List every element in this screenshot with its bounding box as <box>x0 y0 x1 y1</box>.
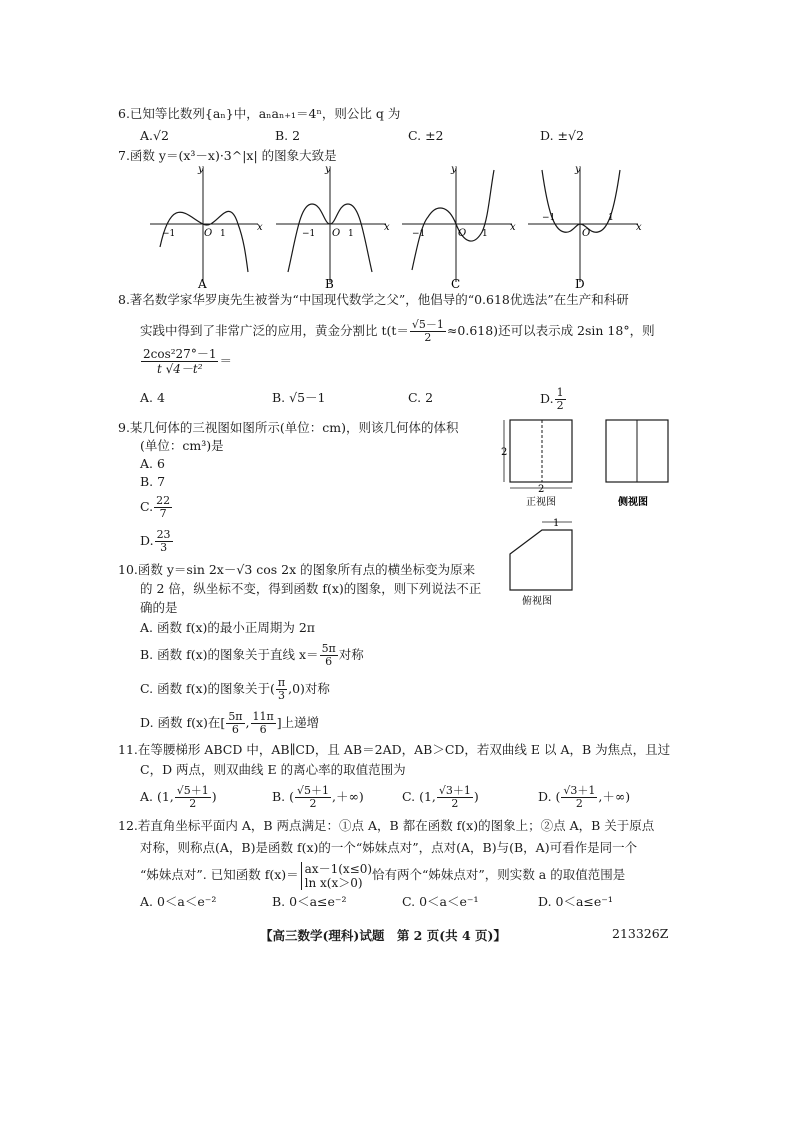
graph-b-origin: O <box>332 228 341 239</box>
graph-c-label: C <box>451 277 461 291</box>
graph-d-y-label: y <box>575 164 581 175</box>
graph-a-label: A <box>198 277 207 291</box>
q8-option-d-num: 1 <box>556 386 564 399</box>
q12-stem-line3-post: 恰有两个“姊妹点对”，则实数 a 的取值范围是 <box>372 867 626 882</box>
q11-option-c <box>402 784 479 810</box>
q11-option-c-fraction <box>437 785 473 810</box>
q11-option-c-num: √3＋1 <box>438 784 471 797</box>
graph-a-neg1: −1 <box>162 229 176 239</box>
q10-option-d-den2: 6 <box>259 723 267 736</box>
side-view <box>606 420 668 508</box>
q11-option-d-fraction <box>561 785 597 810</box>
q11-option-d-pre: D. ( <box>538 789 561 804</box>
q8-expr-num: 2cos²27°－1 <box>143 347 217 361</box>
q9-option-d-den: 3 <box>160 541 168 554</box>
q11-option-c-pre: C. (1, <box>402 789 436 804</box>
q10-option-d <box>140 710 319 736</box>
q8-option-c: C. 2 <box>408 390 434 405</box>
q9-stem-line2: (单位：cm³)是 <box>140 438 224 453</box>
q11-option-b-post: ,＋∞) <box>332 789 364 804</box>
q10-option-b-fraction <box>320 643 338 668</box>
q12-piecewise <box>301 862 372 890</box>
graph-b-pos1: 1 <box>348 229 354 239</box>
q8-option-d <box>540 386 567 412</box>
q10-option-a: A. 函数 f(x)的最小正周期为 2π <box>140 620 316 635</box>
q9-option-d-fraction <box>155 529 173 554</box>
q10-option-c-den: 3 <box>277 689 285 702</box>
q12-piece1: ax－1(x≤0) <box>304 861 373 876</box>
q10-option-d-fraction1 <box>226 711 244 736</box>
q8-stem-line2 <box>140 318 655 344</box>
q8-option-d-den: 2 <box>556 399 564 412</box>
q6-option-d: D. ±√2 <box>540 128 584 143</box>
q9-option-c-num: 22 <box>156 494 171 507</box>
q10-option-b-post: 对称 <box>338 647 364 662</box>
graph-a-origin: O <box>204 228 213 239</box>
graph-c-x-label: x <box>510 222 516 233</box>
q11-stem-line1: 11.在等腰梯形 ABCD 中，AB∥CD，且 AB＝2AD，AB＞CD，若双曲线 E 以 A，B 为焦点，且过 <box>118 742 671 757</box>
q12-stem-line3 <box>140 858 625 892</box>
q10-option-d-post: ]上递增 <box>276 715 320 730</box>
q10-option-b-num: 5π <box>321 642 336 655</box>
q8-option-b: B. √5－1 <box>272 390 326 405</box>
q12-option-a: A. 0＜a＜e⁻² <box>140 894 217 909</box>
q10-option-d-comma: , <box>245 715 250 730</box>
q8-t-num: √5－1 <box>411 318 444 331</box>
q8-option-a: A. 4 <box>140 390 165 405</box>
graph-b-x-label: x <box>384 222 390 233</box>
q11-option-a-post: ) <box>211 789 217 804</box>
graph-d-neg1: −1 <box>542 213 556 223</box>
q10-option-d-num2: 11π <box>252 710 274 723</box>
q8-t-close: ≈0.618) <box>446 323 499 338</box>
q6-stem: 6.已知等比数列{aₙ}中，aₙaₙ₊₁＝4ⁿ，则公比 q 为 <box>118 106 401 121</box>
graph-b <box>276 164 390 291</box>
q7-stem: 7.函数 y＝(x³－x)·3^|x| 的图象大致是 <box>118 148 337 163</box>
q9-option-c-fraction <box>154 495 172 520</box>
graph-a-y-label: y <box>198 164 204 175</box>
q12-option-b: B. 0＜a≤e⁻² <box>272 894 347 909</box>
q8-stem-line2b: 还可以表示成 2sin 18°，则 <box>498 323 655 338</box>
top-view <box>510 518 572 607</box>
q11-option-c-post: ) <box>473 789 479 804</box>
q10-stem-line3: 确的是 <box>140 600 178 615</box>
q8-option-d-fraction <box>555 387 566 412</box>
q8-option-d-label: D. <box>540 391 554 406</box>
q8-stem-line1: 8.著名数学家华罗庚先生被誉为“中国现代数学之父”，他倡导的“0.618优选法”在生产和科研 <box>118 292 629 307</box>
q8-t-fraction <box>410 319 446 344</box>
q10-option-b <box>140 642 364 668</box>
q11-option-b-pre: B. ( <box>272 789 295 804</box>
q12-option-d: D. 0＜a≤e⁻¹ <box>538 894 613 909</box>
q12-piece2: ln x(x＞0) <box>304 875 363 890</box>
side-view-label: 侧视图 <box>618 497 648 508</box>
q9-option-b: B. 7 <box>140 474 166 489</box>
q10-stem-line2: 的 2 倍，纵坐标不变，得到函数 f(x)的图象，则下列说法不正 <box>140 581 482 596</box>
q11-option-d-den: 2 <box>575 797 583 810</box>
q6-option-a: A.√2 <box>140 128 169 143</box>
graph-d <box>528 164 642 291</box>
q9-option-c <box>140 494 173 520</box>
q10-option-c <box>140 676 330 702</box>
graph-d-x-label: x <box>636 222 642 233</box>
q10-option-b-pre: B. 函数 f(x)的图象关于直线 x＝ <box>140 647 319 662</box>
q10-option-c-num: π <box>277 676 286 689</box>
q11-option-a-den: 2 <box>189 797 197 810</box>
graph-c-origin: O <box>458 228 467 239</box>
q11-option-d <box>538 784 630 810</box>
q10-option-d-den1: 6 <box>231 723 239 736</box>
q8-expr-eq: ＝ <box>219 353 232 368</box>
q10-option-c-pre: C. 函数 f(x)的图象关于( <box>140 681 275 696</box>
q8-t-den: 2 <box>424 331 432 344</box>
graph-b-y-label: y <box>325 164 331 175</box>
graph-d-origin: O <box>582 228 591 239</box>
graph-d-label: D <box>575 277 585 291</box>
graph-c-pos1: 1 <box>482 229 488 239</box>
front-view-label: 正视图 <box>526 497 556 508</box>
page-footer-code: 213326Z <box>612 926 669 941</box>
q12-option-c: C. 0＜a＜e⁻¹ <box>402 894 479 909</box>
q8-expression <box>140 346 232 376</box>
q9-option-c-label: C. <box>140 499 154 514</box>
q6-option-b: B. 2 <box>275 128 301 143</box>
q8-stem-line2a: 实践中得到了非常广泛的应用，黄金分割比 t <box>140 323 387 338</box>
q11-option-a-pre: A. (1, <box>140 789 174 804</box>
q10-stem-line1: 10.函数 y＝sin 2x－√3 cos 2x 的图象所有点的横坐标变为原来 <box>118 562 476 577</box>
q8-expr-den: t √4－t² <box>156 362 203 376</box>
q6-option-c: C. ±2 <box>408 128 444 143</box>
q10-option-d-num1: 5π <box>228 710 243 723</box>
top-width-label: 1 <box>553 518 560 529</box>
graph-a-x-label: x <box>257 222 263 233</box>
q10-option-c-post: ,0)对称 <box>288 681 330 696</box>
three-views-diagram <box>496 412 696 612</box>
q9-stem-line1: 9.某几何体的三视图如图所示(单位：cm)，则该几何体的体积 <box>118 420 459 435</box>
q11-option-a-fraction <box>175 785 211 810</box>
front-view <box>501 420 572 508</box>
q12-stem-line2: 对称，则称点(A，B)是函数 f(x)的一个“姊妹点对”，点对(A，B)与(B，A)可看作是同一个 <box>140 840 638 855</box>
top-view-label: 俯视图 <box>522 596 552 607</box>
q10-option-c-fraction <box>276 677 287 702</box>
graph-a <box>150 164 263 291</box>
q10-option-d-pre: D. 函数 f(x)在[ <box>140 715 226 730</box>
graph-c-neg1: −1 <box>412 229 426 239</box>
graph-d-pos1: 1 <box>608 213 614 223</box>
graph-c <box>402 164 516 291</box>
q9-option-d-num: 23 <box>156 528 171 541</box>
q8-t-open: (t＝ <box>386 323 409 338</box>
q9-option-a: A. 6 <box>140 456 165 471</box>
graph-c-y-label: y <box>451 164 457 175</box>
q9-option-d <box>140 528 174 554</box>
q10-option-d-fraction2 <box>251 711 276 736</box>
q11-option-b-num: √5＋1 <box>297 784 330 797</box>
q9-option-c-den: 7 <box>159 507 167 520</box>
q11-option-a <box>140 784 217 810</box>
graph-b-label: B <box>325 277 334 291</box>
q10-option-b-den: 6 <box>325 655 333 668</box>
q7-graphs <box>140 162 642 292</box>
q11-option-b-fraction <box>295 785 331 810</box>
graph-b-neg1: −1 <box>302 229 316 239</box>
q11-option-c-den: 2 <box>451 797 459 810</box>
q12-stem-line3-pre: “姊妹点对”. 已知函数 f(x)＝ <box>140 867 299 882</box>
q11-option-a-num: √5＋1 <box>176 784 209 797</box>
q11-option-b-den: 2 <box>309 797 317 810</box>
q9-option-d-label: D. <box>140 533 154 548</box>
q11-stem-line2: C，D 两点，则双曲线 E 的离心率的取值范围为 <box>140 762 406 777</box>
q11-option-b <box>272 784 364 810</box>
front-height-label: 2 <box>501 447 508 458</box>
q12-stem-line1: 12.若直角坐标平面内 A，B 两点满足：①点 A，B 都在函数 f(x)的图象上；②点 A，B 关于原点 <box>118 818 655 833</box>
q8-expr-fraction <box>141 347 218 376</box>
front-width-label: 2 <box>538 484 545 495</box>
graph-a-pos1: 1 <box>220 229 226 239</box>
page-footer-title: 【高三数学(理科)试题 第 2 页(共 4 页)】 <box>260 928 506 943</box>
q11-option-d-num: √3＋1 <box>563 784 596 797</box>
q11-option-d-post: ,＋∞) <box>598 789 631 804</box>
